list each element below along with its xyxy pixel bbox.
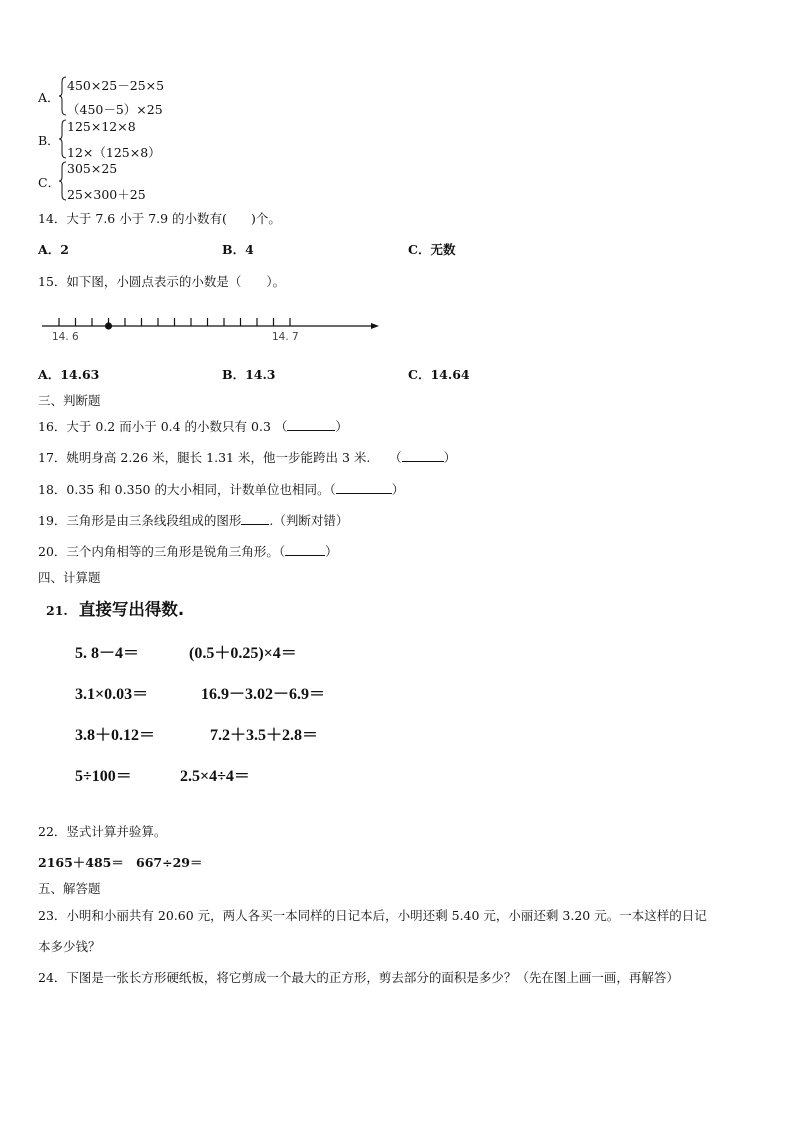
answer-blank[interactable] <box>241 512 269 525</box>
answer-blank[interactable] <box>402 449 444 462</box>
question-text-end: ） <box>443 450 457 465</box>
question-text: 姚明身高 2.26 米，腿长 1.31 米，他一步能跨出 3 米. （ <box>66 450 402 465</box>
question-16 <box>38 417 348 435</box>
q22-expr-2: 667÷29＝ <box>136 855 203 870</box>
question-number: 24． <box>38 970 67 985</box>
section-heading-judge: 三、判断题 <box>38 393 101 408</box>
brace-icon <box>59 119 67 159</box>
number-line-mid-label: 14. 7 <box>272 331 299 343</box>
q13-option-b-label: B． <box>38 133 60 148</box>
question-19 <box>38 511 348 529</box>
q14-option-a[interactable]: A．2 <box>38 242 69 257</box>
calc-row-3-right: 7.2＋3.5＋2.8＝ <box>210 727 319 744</box>
question-24 <box>38 968 679 986</box>
question-text: 竖式计算并验算。 <box>66 824 167 839</box>
question-text: 三个内角相等的三角形是锐角三角形。（ <box>66 544 286 559</box>
section-heading-solve: 五、解答题 <box>38 881 101 896</box>
question-14 <box>38 209 281 227</box>
question-number: 14． <box>38 211 67 226</box>
q13-option-a-label: A． <box>38 90 60 105</box>
question-number: 19． <box>38 513 67 528</box>
brace-icon <box>59 76 67 116</box>
calc-row-4-right: 2.5×4÷4＝ <box>180 768 250 785</box>
question-text: 大于 0.2 而小于 0.4 的小数只有 0.3 （ <box>66 419 288 434</box>
question-text: 如下图，小圆点表示的小数是（ ）。 <box>66 274 286 289</box>
q14-option-b[interactable]: B．4 <box>222 242 254 257</box>
q13-option-a-line1: 450×25－25×5 <box>67 78 165 93</box>
question-title: 直接写出得数. <box>78 600 185 619</box>
question-15 <box>38 272 285 290</box>
question-text-end: ） <box>335 419 348 434</box>
number-line-start-label: 14. 6 <box>52 331 79 343</box>
number-line-dot <box>105 322 112 329</box>
answer-blank[interactable] <box>285 543 325 556</box>
question-number: 21. <box>46 603 68 618</box>
question-text: 小明和小丽共有 20.60 元，两人各买一本同样的日记本后，小明还剩 5.40 元，小丽还剩 3.20 元。一本这样的日记 <box>66 908 707 923</box>
question-number: 18． <box>38 482 67 497</box>
question-18 <box>38 480 404 498</box>
question-17 <box>38 448 456 466</box>
question-20 <box>38 542 338 560</box>
question-number: 22． <box>38 824 67 839</box>
calc-row-2-right: 16.9－3.02－6.9＝ <box>201 686 326 703</box>
question-text: 大于 7.6 小于 7.9 的小数有( <box>66 211 227 226</box>
q13-option-c-label: C． <box>38 175 61 190</box>
calc-row-4-left: 5÷100＝ <box>75 768 132 785</box>
question-text: 下图是一张长方形硬纸板，将它剪成一个最大的正方形，剪去部分的面积是多少？（先在图上画一画，再解答） <box>66 970 679 985</box>
question-text-end: ） <box>391 482 405 497</box>
q15-option-a[interactable]: A．14.63 <box>38 367 100 382</box>
question-23 <box>38 906 707 924</box>
question-text-end: ） <box>325 544 338 559</box>
answer-blank[interactable] <box>227 211 251 223</box>
question-number: 23． <box>38 908 67 923</box>
q15-option-b[interactable]: B．14.3 <box>222 367 276 382</box>
question-number: 20． <box>38 544 67 559</box>
q22-expr-1: 2165＋485＝ <box>38 855 124 870</box>
question-text: 三角形是由三条线段组成的图形 <box>66 513 242 528</box>
question-number: 15． <box>38 274 67 289</box>
answer-blank[interactable] <box>336 481 392 494</box>
q14-option-c[interactable]: C．无数 <box>408 242 456 257</box>
number-line <box>40 312 385 344</box>
question-22 <box>38 822 166 840</box>
calc-row-3-left: 3.8＋0.12＝ <box>75 727 156 744</box>
q13-option-b-line2: 12×（125×8） <box>67 145 161 160</box>
q15-option-c[interactable]: C．14.64 <box>408 367 470 382</box>
answer-blank[interactable] <box>287 418 335 431</box>
question-text: 0.35 和 0.350 的大小相同，计数单位也相同。（ <box>66 482 336 497</box>
question-text-end: .（判断对错） <box>269 513 349 528</box>
q13-option-b-line1: 125×12×8 <box>67 119 136 134</box>
question-21-heading <box>46 596 184 620</box>
question-number: 17． <box>38 450 67 465</box>
brace-icon <box>59 161 67 201</box>
q13-option-c-line2: 25×300＋25 <box>67 187 146 202</box>
question-23-line2: 本多少钱？ <box>38 939 101 954</box>
question-number: 16． <box>38 419 67 434</box>
calc-row-1-left: 5. 8－4＝ <box>75 645 140 662</box>
section-heading-calc: 四、计算题 <box>38 570 101 585</box>
calc-row-2-left: 3.1×0.03＝ <box>75 686 149 703</box>
q13-option-c-line1: 305×25 <box>67 161 118 176</box>
question-text-end: )个。 <box>250 211 281 226</box>
arrow-icon <box>371 323 379 329</box>
q13-option-a-line2: （450－5）×25 <box>67 102 163 117</box>
calc-row-1-right: (0.5＋0.25)×4＝ <box>189 645 297 662</box>
